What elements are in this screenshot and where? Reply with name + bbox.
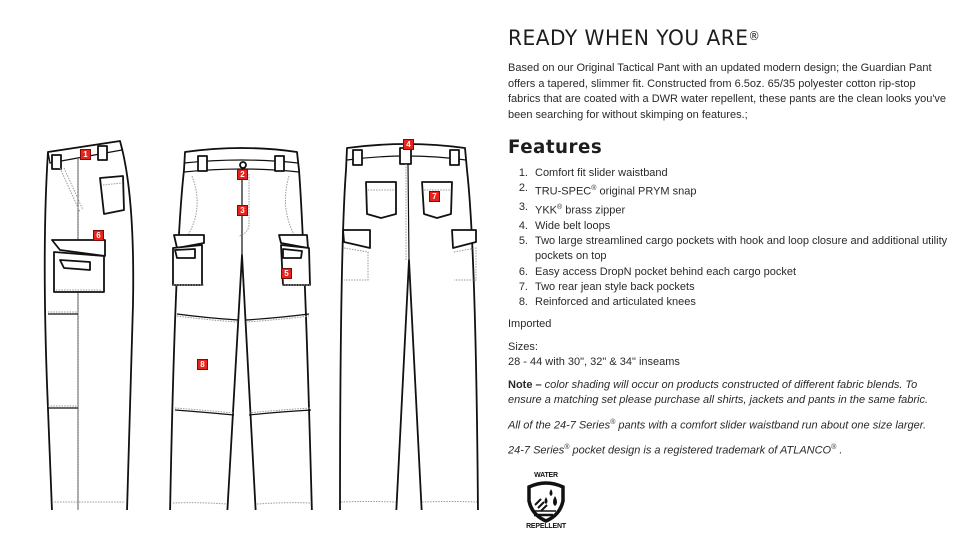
registered-mark: ®: [591, 185, 597, 193]
feature-number: 5.: [518, 235, 528, 248]
note-text: color shading will occur on products constructed of different fabric blends. To ensure a matching set please purchase all shirts, jackets and pants in the same fabric.: [508, 378, 929, 407]
side-view: [45, 141, 134, 510]
product-details: [508, 24, 948, 459]
feature-text: Wide belt loops: [535, 219, 611, 232]
page-title: [508, 24, 930, 52]
registered-mark: ®: [557, 204, 563, 212]
feature-item: [508, 280, 948, 295]
water-repellent-shield-icon: [526, 481, 566, 523]
trademark-note: [508, 440, 948, 459]
callout-badge-6: 6: [93, 230, 104, 241]
feature-text: [535, 200, 948, 219]
feature-item: [508, 166, 948, 181]
callout-badge-8: 8: [197, 359, 208, 370]
callout-badge-4: 4: [403, 139, 414, 150]
feature-item: [508, 265, 948, 280]
sizes-label: Sizes:: [508, 340, 538, 353]
feature-text-a: TRU-SPEC: [535, 185, 592, 198]
feature-number: 4.: [518, 219, 528, 232]
callout-badge-3: 3: [237, 205, 248, 216]
logo-top-label: WATER: [534, 472, 558, 479]
title-text: READY WHEN YOU ARE: [508, 26, 749, 50]
sizing-note-a: All of the 24-7 Series: [508, 419, 611, 432]
callout-badge-5: 5: [281, 268, 292, 279]
sizes-block: [508, 340, 948, 371]
feature-text-b: original PRYM snap: [596, 185, 697, 198]
back-view: [340, 144, 478, 510]
features-list: [508, 166, 948, 310]
logo-bottom-label: REPELLENT: [526, 523, 566, 530]
pants-illustration: [30, 130, 490, 510]
trademark-note-b: pocket design is a registered trademark of ATLANCO: [569, 444, 832, 457]
feature-text: [535, 181, 948, 200]
registered-mark: ®: [564, 443, 570, 451]
sizes-value: 28 - 44 with 30", 32" & 34" inseams: [508, 356, 680, 369]
callout-badge-2: 2: [237, 169, 248, 180]
feature-text: Comfort fit slider waistband: [535, 167, 668, 179]
trademark-note-c: .: [836, 444, 843, 457]
feature-item: [508, 295, 948, 310]
callout-badge-1: 1: [80, 149, 91, 160]
feature-item: [508, 181, 948, 200]
callout-badge-7: 7: [429, 191, 440, 202]
product-description: Based on our Original Tactical Pant with an updated modern design; the Guardian Pant offers a tapered, slimmer fit. Constructed from 6.5oz. 65/35 polyester cotton rip-stop fabrics that are coated with a DWR water repellent, these pants are the clean looks you've been searching for without skimping on features.;: [508, 62, 947, 121]
feature-item: [508, 219, 948, 234]
feature-text: Easy access DropN pocket behind each cargo pocket: [535, 265, 797, 278]
feature-number: 6.: [518, 265, 528, 278]
sizing-note-b: pants with a comfort slider waistband run about one size larger.: [615, 419, 927, 432]
pants-drawing-icon: [30, 130, 490, 510]
feature-item: [508, 200, 948, 219]
features-heading: Features: [508, 136, 603, 158]
imported-text: Imported: [508, 318, 552, 331]
registered-mark: ®: [748, 29, 761, 43]
registered-mark: ®: [610, 418, 616, 426]
feature-number: 8.: [518, 295, 528, 308]
feature-number: 1.: [518, 167, 528, 179]
trademark-note-a: 24-7 Series: [508, 444, 565, 457]
feature-number: 3.: [518, 201, 528, 214]
water-repellent-logo: [518, 472, 574, 532]
feature-number: 2.: [518, 182, 528, 195]
fabric-note: [508, 378, 948, 409]
note-label: Note –: [508, 378, 542, 391]
feature-item: [508, 234, 948, 264]
feature-text-b: brass zipper: [562, 204, 626, 217]
registered-mark: ®: [831, 443, 837, 451]
feature-text-a: YKK: [535, 204, 558, 217]
sizing-note: [508, 415, 948, 434]
front-view: [170, 148, 312, 510]
feature-text: Two large streamlined cargo pockets with hook and loop closure and additional utility pockets on top: [535, 235, 948, 263]
feature-number: 7.: [518, 280, 528, 293]
feature-text: Two rear jean style back pockets: [535, 280, 695, 293]
feature-text: Reinforced and articulated knees: [535, 295, 696, 308]
